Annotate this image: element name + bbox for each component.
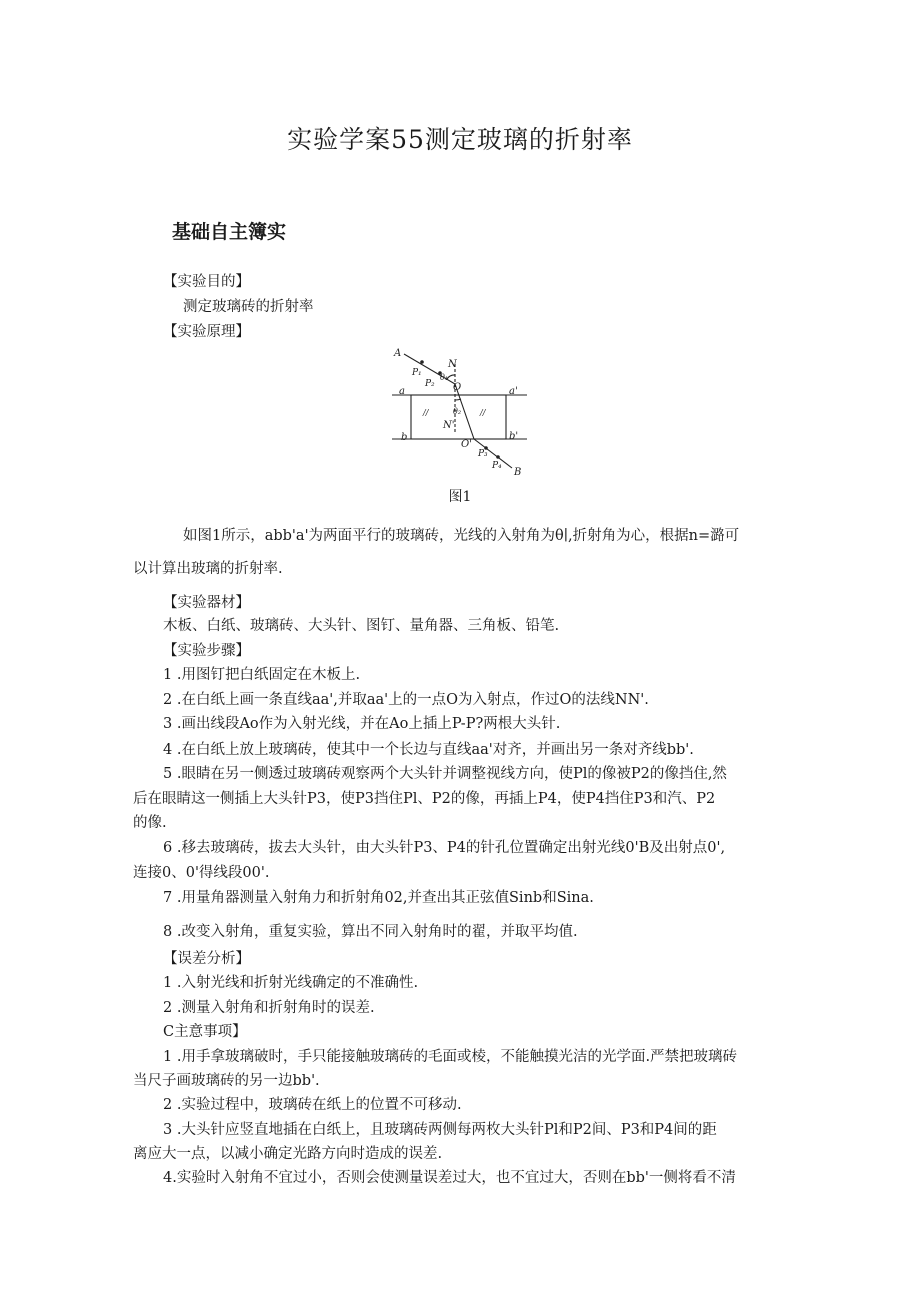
step-6-line-2: 连接0、0'得线段00'. (133, 865, 270, 881)
notes-header: C主意事项】 (163, 1024, 247, 1040)
error-2: 2 .测量入射角和折射角时的误差. (163, 1000, 375, 1016)
label-O-prime: O' (461, 439, 472, 450)
theta1-arc (447, 375, 455, 379)
label-A: A (394, 348, 402, 359)
principle-header: 【实验原理】 (163, 324, 250, 340)
note-3-line-1: 3 .大头针应竖直地插在白纸上，且玻璃砖两侧每两枚大头针Pl和P2间、P3和P4间的距 (163, 1122, 717, 1138)
error-header: 【误差分析】 (163, 951, 250, 967)
label-N: N (448, 359, 457, 370)
step-1: 1 .用图钉把白纸固定在木板上. (163, 667, 361, 683)
page-title: 实验学案55测定玻璃的折射率 (287, 125, 633, 154)
label-B: B (514, 467, 522, 478)
hatch-right: // (480, 408, 486, 417)
label-O: O (453, 382, 462, 393)
label-p3: P₃ (478, 449, 488, 459)
theta2-arc (455, 399, 461, 400)
purpose-header: 【实验目的】 (163, 274, 250, 290)
glass-block (411, 395, 506, 439)
step-4: 4 .在白纸上放上玻璃砖，使其中一个长边与直线aa'对齐，并画出另一条对齐线bb'. (163, 742, 694, 758)
label-theta2: θ₂ (453, 407, 462, 416)
step-2: 2 .在白纸上画一条直线aa',并取aa'上的一点O为入射点，作过O的法线NN'. (163, 692, 649, 708)
label-a: a (399, 386, 405, 397)
label-b: b (401, 432, 408, 443)
step-6-line-1: 6 .移去玻璃砖，拔去大头针，由大头针P3、P4的针孔位置确定出射光线0'B及出射点0', (163, 840, 726, 856)
refraction-diagram (392, 344, 530, 480)
principle-para-1: 如图1所示，abb'a'为两面平行的玻璃砖，光线的入射角为θ∣,折射角为心，根据n=潞可 (183, 528, 740, 544)
hatch-left: // (423, 408, 429, 417)
note-1-line-1: 1 .用手拿玻璃破时，手只能接触玻璃砖的毛面或棱，不能触摸光洁的光学面.严禁把玻璃砖 (163, 1049, 738, 1065)
note-4: 4.实验时入射角不宜过小，否则会使测量误差过大，也不宜过大，否则在bb'一侧将看不清 (163, 1170, 736, 1186)
step-3: 3 .画出线段Ao作为入射光线，并在Ao上插上P-P?两根大头针. (163, 716, 561, 732)
label-p4: P₄ (492, 461, 502, 471)
section-heading: 基础自主簿实 (172, 221, 287, 243)
label-p1: P₁ (412, 368, 422, 378)
note-1-line-2: 当尺子画玻璃砖的另一边bb'. (133, 1073, 320, 1089)
principle-para-2: 以计算出玻璃的折射率. (133, 561, 283, 577)
step-7: 7 .用量角器测量入射角力和折射角02,并查出其正弦值Sinb和Sina. (163, 890, 594, 906)
pin-p1 (420, 360, 424, 364)
steps-header: 【实验步骤】 (163, 643, 250, 659)
pin-p4 (496, 455, 500, 459)
note-2: 2 .实验过程中，玻璃砖在纸上的位置不可移动. (163, 1097, 462, 1113)
label-N-prime: N' (443, 420, 455, 431)
figure-caption: 图1 (448, 489, 472, 505)
step-5-line-2: 后在眼睛这一侧插上大头针P3，使P3挡住Pl、P2的像，再插上P4，使P4挡住P3和汽、P2 (133, 791, 716, 807)
step-5-line-1: 5 .眼睛在另一侧透过玻璃砖观察两个大头针并调整视线方向，使Pl的像被P2的像挡住,然 (163, 766, 727, 782)
label-theta1: θ₁ (440, 373, 449, 382)
purpose-text: 测定玻璃砖的折射率 (183, 299, 314, 315)
equipment-header: 【实验器材】 (163, 595, 250, 611)
label-p2: P₂ (425, 379, 435, 389)
label-b-prime: b' (509, 431, 519, 442)
equipment-text: 木板、白纸、玻璃砖、大头针、图钉、量角器、三角板、铅笔. (163, 618, 560, 634)
label-a-prime: a' (509, 386, 518, 397)
note-3-line-2: 离应大一点，以减小确定光路方向时造成的误差. (133, 1146, 443, 1162)
error-1: 1 .入射光线和折射光线确定的不准确性. (163, 975, 419, 991)
step-5-line-3: 的像. (133, 815, 167, 831)
step-8: 8 .改变入射角，重复实验，算出不同入射角时的翟，并取平均值. (163, 924, 578, 940)
